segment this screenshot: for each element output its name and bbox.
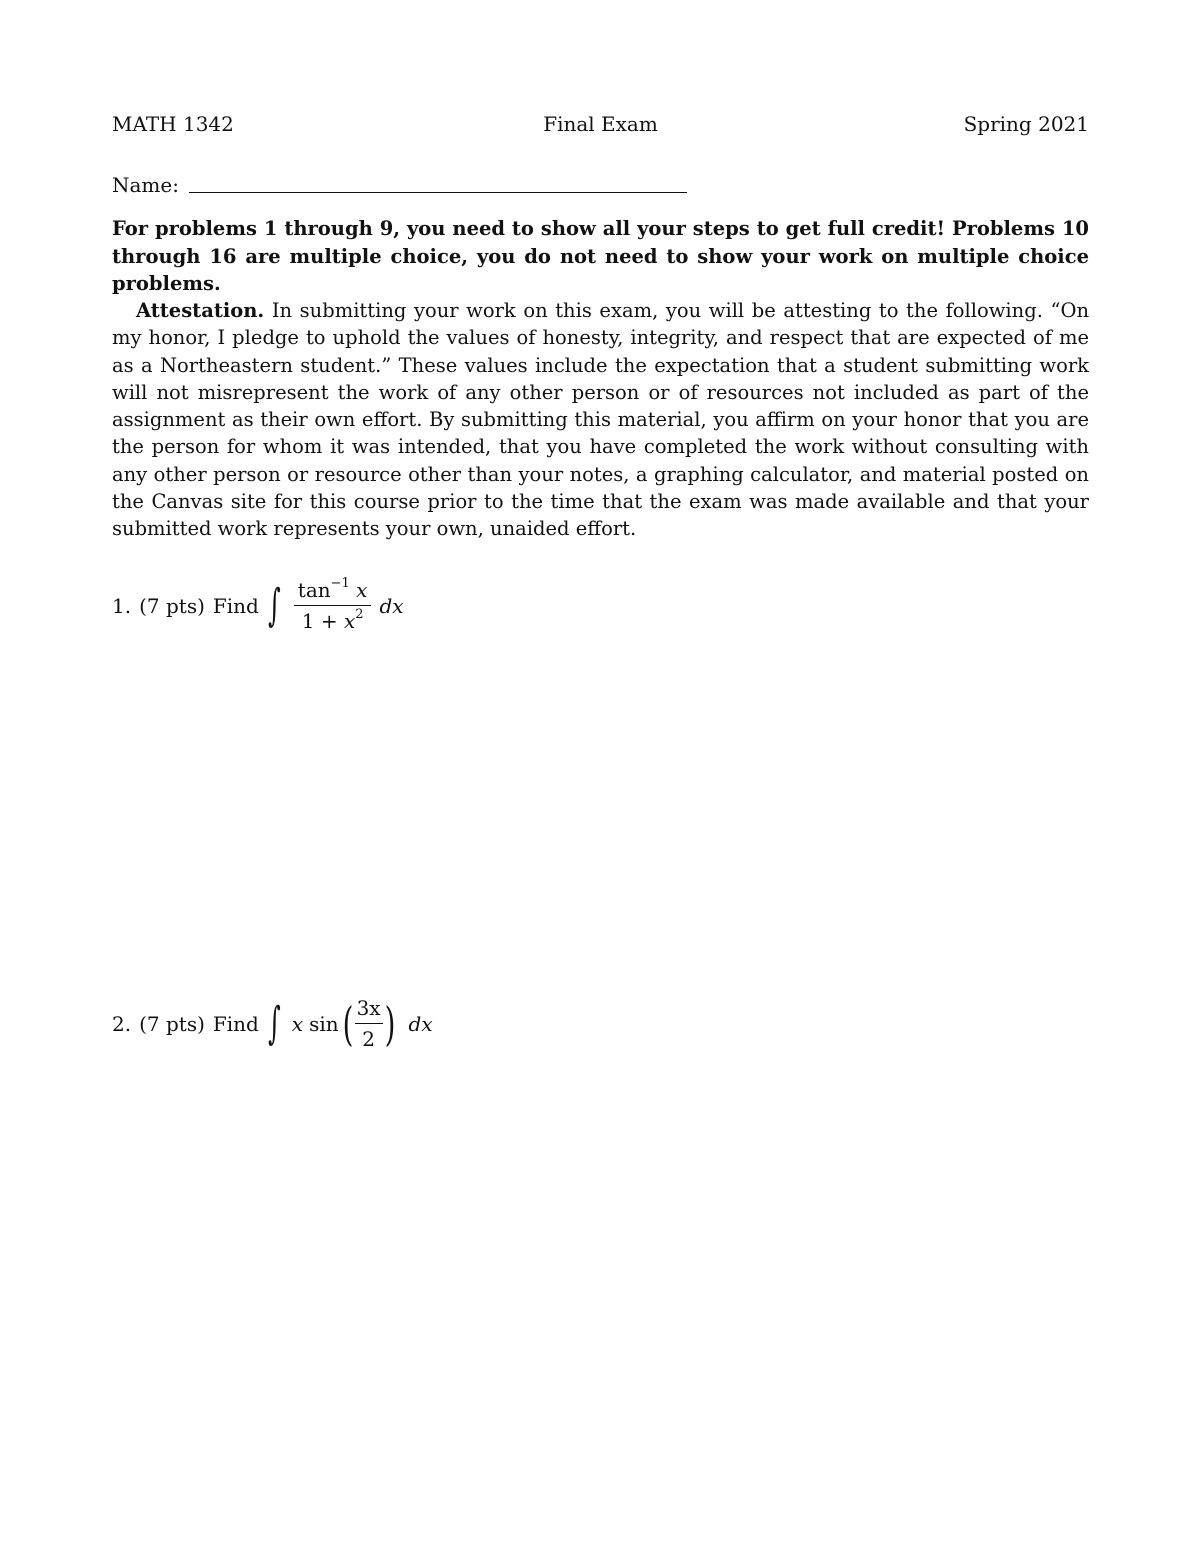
differential: dx <box>408 1011 433 1036</box>
inverse-exponent: −1 <box>330 576 350 592</box>
name-label: Name: <box>112 173 179 197</box>
attestation-label: Attestation. <box>136 299 265 322</box>
problem-1 <box>112 578 404 633</box>
argument-fraction <box>355 996 383 1051</box>
fraction-numerator <box>294 578 372 606</box>
numerator-variable: x <box>356 578 368 602</box>
integral-sign: ∫ <box>268 579 281 631</box>
problem-number: 1. <box>112 593 132 618</box>
course-code: MATH 1342 <box>112 112 234 136</box>
attestation-paragraph <box>112 297 1089 543</box>
integral-sign: ∫ <box>268 997 281 1049</box>
exam-term: Spring 2021 <box>963 112 1089 136</box>
right-paren: ) <box>384 996 395 1051</box>
integrand-fraction <box>294 578 372 633</box>
page-header <box>112 112 1089 138</box>
problem-prompt: Find <box>212 593 259 618</box>
denominator-exponent: 2 <box>355 607 364 623</box>
left-paren: ( <box>342 996 353 1051</box>
exam-title: Final Exam <box>543 112 658 136</box>
problem-points: (7 pts) <box>139 1011 205 1036</box>
tan-fn: tan <box>297 578 331 602</box>
name-blank-line[interactable] <box>189 191 687 193</box>
denominator-variable: x <box>343 609 356 633</box>
name-field <box>112 173 687 197</box>
integrand-factor: x <box>291 1011 304 1036</box>
problem-prompt: Find <box>212 1011 259 1036</box>
attestation-text: In submitting your work on this exam, you will be attesting to the following. “On my honor, I pledge to uphold the values of honesty, integrity, and respect that are expected of me as a Northeastern student.” These values include the expectation that a student submitting work will not misrepresent the work of any other person or of resources not included as part of the assignment as their own effort. By submitting this material, you affirm on your honor that you are the person for whom it was intended, that you have completed the work without consulting with any other person or resource other than your notes, a graphing calculator, and material posted on the Canvas site for this course prior to the time that the exam was made available and that your submitted work represents your own, unaided effort. <box>112 299 1090 541</box>
problem-number: 2. <box>112 1011 132 1036</box>
instructions: For problems 1 through 9, you need to show all your steps to get full credit! Problems 10 through 16 are multiple choice, you do not need to show your work on multiple choice problems. <box>112 217 1089 295</box>
fraction-denominator <box>298 606 368 633</box>
denominator-constant: 1 + <box>301 609 344 633</box>
problem-points: (7 pts) <box>139 593 205 618</box>
differential: dx <box>379 593 404 618</box>
argument-numerator: 3x <box>355 996 383 1024</box>
problem-2 <box>112 996 433 1051</box>
sin-fn: sin <box>309 1011 339 1036</box>
argument-denominator: 2 <box>362 1027 375 1051</box>
